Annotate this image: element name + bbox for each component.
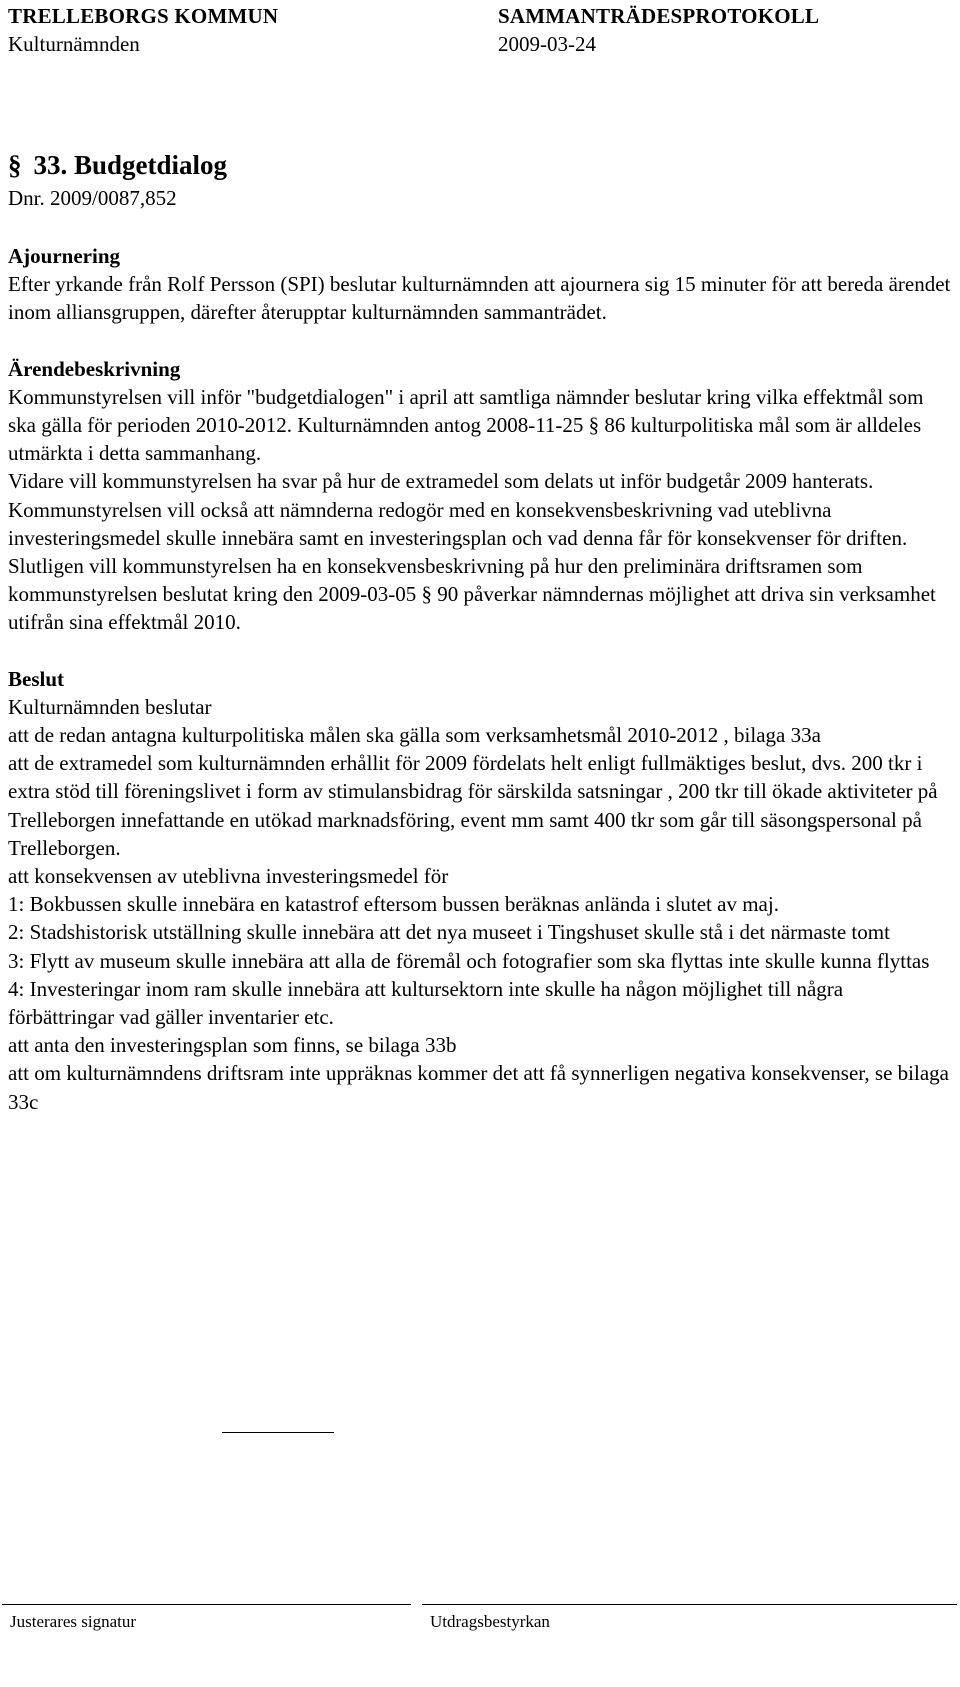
ajournering-heading: Ajournering	[8, 244, 120, 268]
section-title	[8, 148, 227, 182]
arendebeskrivning-block	[8, 355, 953, 637]
document-header	[8, 2, 948, 58]
beslut-line: 1: Bokbussen skulle innebära en katastrof eftersom bussen beräknas anlända i slutet av maj.	[8, 892, 779, 917]
beslut-line: 4: Investeringar inom ram skulle innebära att kultursektorn inte skulle ha någon möjlighet till några förbättringar vad gäller inventarier etc.	[8, 976, 844, 1030]
document-body	[8, 242, 953, 1144]
ajournering-block	[8, 242, 953, 327]
header-row-2	[8, 30, 948, 58]
beslut-line: att konsekvensen av uteblivna investeringsmedel för	[8, 864, 449, 889]
arendebeskrivning-paragraph: Kommunstyrelsen vill också att nämnderna redogör med en konsekvensbeskrivning vad uteblivna investeringsmedel skulle innebära samt en investeringsplan och vad denna får för konsekvenser för driften.	[8, 497, 908, 550]
beslut-heading: Beslut	[8, 666, 65, 691]
arendebeskrivning-paragraph: Vidare vill kommunstyrelsen ha svar på hur de extramedel som delats ut inför budgetår 2009 hanterats.	[8, 469, 874, 494]
arendebeskrivning-paragraph: Kommunstyrelsen vill inför "budgetdialogen" i april att samtliga nämnder beslutar kring vilka effektmål som ska gälla för perioden 2010-2012. Kulturnämnden antog 2008-11-25 § 86 kulturpolitiska mål som är alldeles utmärkta i detta sammanhang.	[8, 384, 924, 466]
document-type: SAMMANTRÄDESPROTOKOLL	[498, 4, 820, 28]
signature-line	[2, 1604, 411, 1605]
header-row-1	[8, 2, 948, 30]
meeting-date: 2009-03-24	[498, 32, 596, 56]
beslut-line: Kulturnämnden beslutar	[8, 694, 212, 719]
extract-label: Utdragsbestyrkan	[430, 1612, 550, 1631]
beslut-block	[8, 665, 953, 1116]
diary-number: Dnr. 2009/0087,852	[8, 186, 177, 210]
ajournering-text: Efter yrkande från Rolf Persson (SPI) beslutar kulturnämnden att ajournera sig 15 minuter för att bereda ärendet inom alliansgruppen, därefter återupptar kulturnämnden sammanträdet.	[8, 272, 951, 325]
municipality-name: TRELLEBORGS KOMMUN	[8, 4, 279, 28]
arendebeskrivning-heading: Ärendebeskrivning	[8, 356, 181, 381]
signature-label: Justerares signatur	[10, 1612, 137, 1631]
page-footer	[0, 1604, 960, 1634]
beslut-line: 2: Stadshistorisk utställning skulle innebära att det nya museet i Tingshuset skulle stå i det närmaste tomt	[8, 920, 890, 945]
beslut-line: att de extramedel som kulturnämnden erhållit för 2009 fördelats helt enligt fullmäktiges beslut, dvs. 200 tkr i extra stöd till föreningslivet i form av stimulansbidrag för särskilda satsningar , 200 tkr till ökade aktiviteter på Trelleborgen innefattande en utökad marknadsföring, event mm samt 400 tkr som går till säsongspersonal på Trelleborgen.	[8, 751, 938, 860]
end-rule	[222, 1432, 334, 1433]
beslut-line: att de redan antagna kulturpolitiska målen ska gälla som verksamhetsmål 2010-2012 , bilaga 33a	[8, 723, 821, 748]
beslut-line: att anta den investeringsplan som finns, se bilaga 33b	[8, 1033, 457, 1058]
beslut-line: 3: Flytt av museum skulle innebära att alla de föremål och fotografier som ska flyttas inte skulle kunna flyttas	[8, 948, 930, 973]
committee-name: Kulturnämnden	[8, 32, 140, 56]
arendebeskrivning-paragraph: Slutligen vill kommunstyrelsen ha en konsekvensbeskrivning på hur den preliminära driftsramen som kommunstyrelsen beslutat kring den 2009-03-05 § 90 påverkar nämndernas möjlighet att driva sin verksamhet utifrån sina effektmål 2010.	[8, 554, 936, 635]
section-symbol: §	[8, 150, 22, 180]
section-title-text: 33. Budgetdialog	[33, 150, 228, 180]
beslut-line: att om kulturnämndens driftsram inte uppräknas kommer det att få synnerligen negativa konsekvenser, se bilaga 33c	[8, 1061, 949, 1114]
extract-line	[422, 1604, 957, 1605]
